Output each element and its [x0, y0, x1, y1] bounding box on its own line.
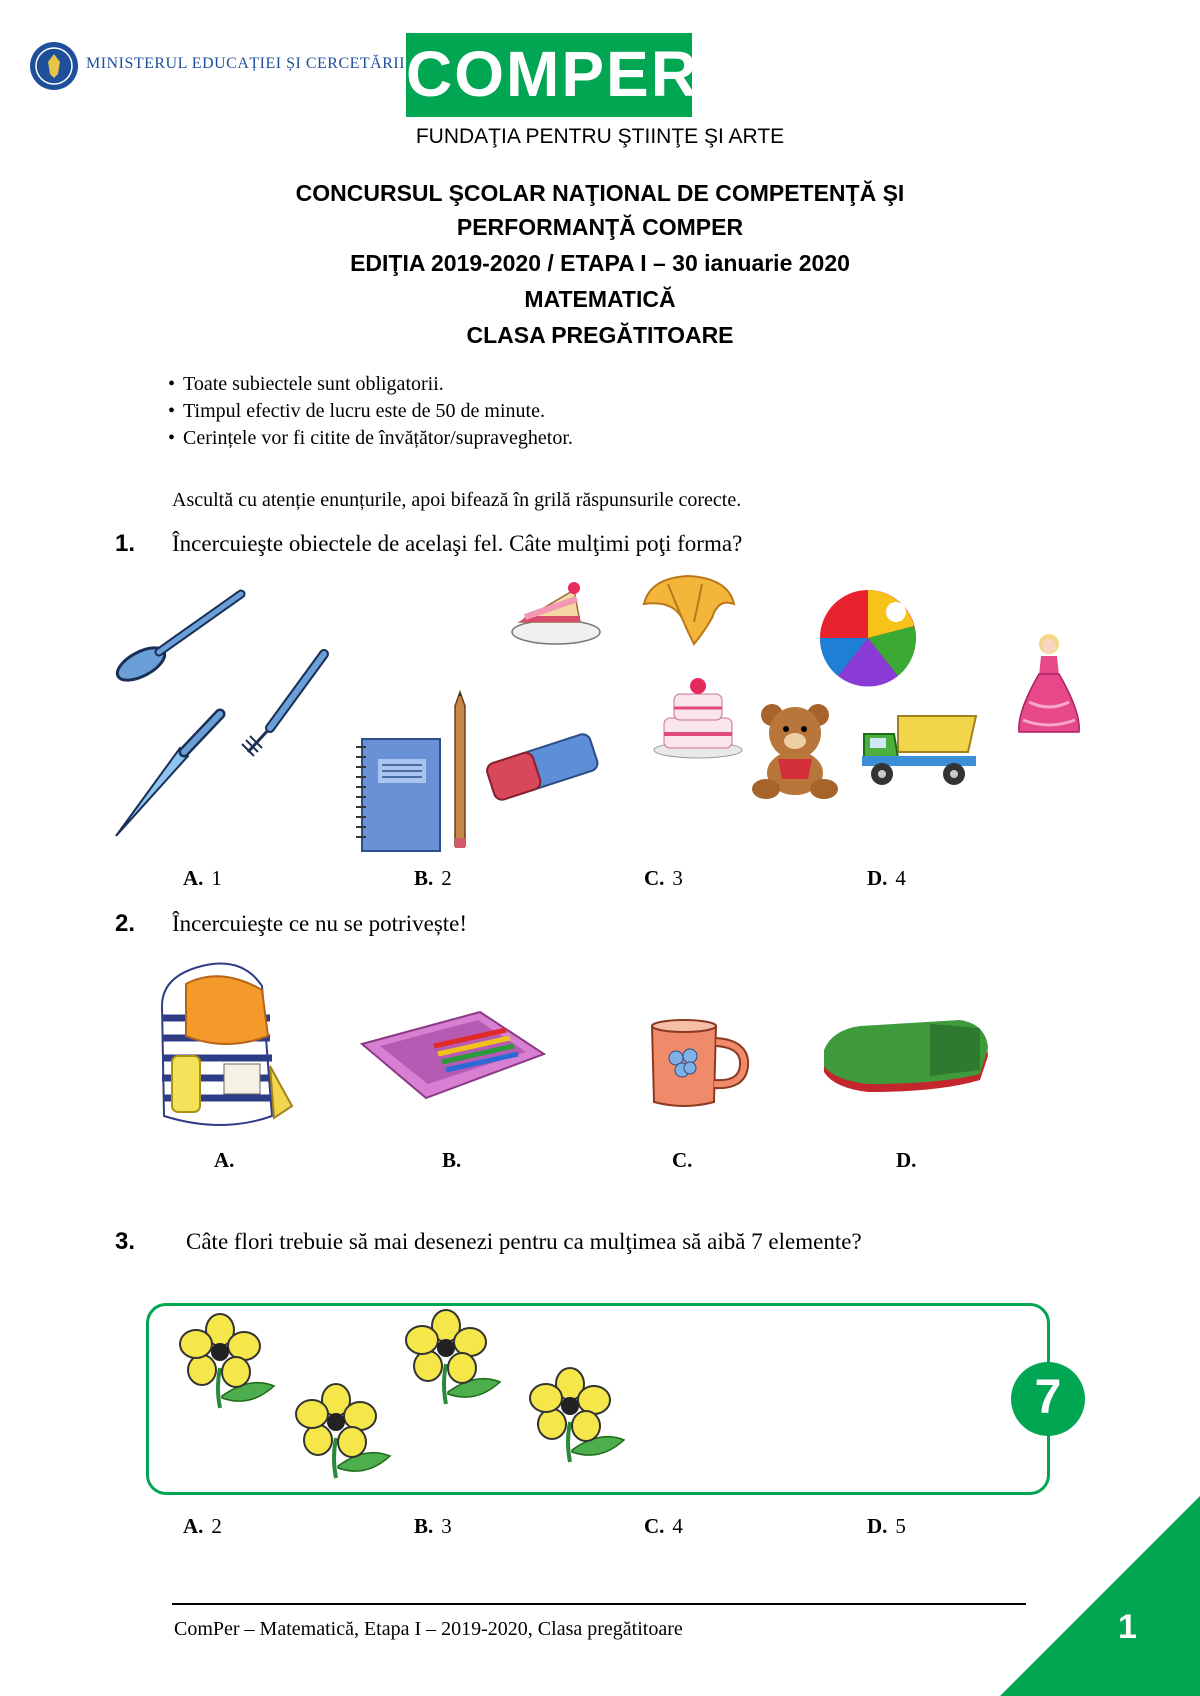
question-3-option-c[interactable]: C. 4 [644, 1514, 683, 1538]
page-number: 1 [1118, 1608, 1137, 1646]
instruction: Ascultă cu atenție enunțurile, apoi bifează în grilă răspunsurile corecte. [172, 489, 742, 511]
target-count-badge: 7 [1011, 1362, 1085, 1436]
backpack-image [142, 956, 302, 1138]
green-case-image [820, 1020, 992, 1096]
question-2-number: 2. [115, 910, 136, 937]
ministry-seal-icon [28, 40, 80, 92]
flower-icon [180, 1312, 276, 1412]
question-2-text: Încercuieşte ce nu se potrivește! [172, 911, 468, 936]
question-1-text: Încercuieşte obiectele de acelaşi fel. Câte mulţimi poţi forma? [172, 531, 743, 556]
question-3-option-a[interactable]: A. 2 [183, 1514, 222, 1538]
teddy-bear-image [752, 703, 838, 801]
flower-icon [530, 1366, 626, 1466]
rules-list [168, 371, 573, 452]
doll-image [1013, 632, 1085, 736]
question-2-option-d[interactable]: D. [896, 1148, 917, 1172]
rule-item: • Toate subiectele sunt obligatorii. [168, 371, 573, 398]
ministry-name: MINISTERUL EDUCAȚIEI ȘI CERCETĂRII [86, 55, 406, 72]
edition-line: EDIŢIA 2019-2020 / ETAPA I – 30 ianuarie 2020 [350, 250, 850, 276]
question-1-option-a[interactable]: A. 1 [183, 866, 222, 890]
pencil-image [452, 692, 468, 852]
footer-rule [172, 1603, 1026, 1605]
flower-icon [406, 1308, 502, 1408]
foundation-name: FUNDAŢIA PENTRU ŞTIINŢE ŞI ARTE [415, 125, 785, 148]
ministry-logo [28, 40, 406, 92]
question-3-option-b[interactable]: B. 3 [414, 1514, 452, 1538]
eraser-image [482, 726, 602, 806]
question-3-number: 3. [115, 1228, 136, 1255]
rule-item: • Cerințele vor fi citite de învățător/supraveghetor. [168, 425, 573, 452]
question-1-number: 1. [115, 530, 136, 557]
notebook-image [352, 737, 442, 855]
comper-logo [406, 33, 699, 117]
birthday-cake-image [652, 672, 744, 760]
toy-truck-image [858, 712, 982, 790]
question-3-option-d[interactable]: D. 5 [867, 1514, 906, 1538]
rule-item: • Timpul efectiv de lucru este de 50 de minute. [168, 398, 573, 425]
fork-image [240, 648, 330, 758]
question-2-option-c[interactable]: C. [672, 1148, 693, 1172]
question-1-option-d[interactable]: D. 4 [867, 866, 906, 890]
subject-line: MATEMATICĂ [524, 286, 676, 312]
spoon-image [115, 590, 245, 690]
contest-title-line-2: PERFORMANŢĂ COMPER [456, 214, 744, 240]
knife-image [114, 712, 234, 842]
flower-icon [296, 1382, 392, 1482]
footer-text: ComPer – Matematică, Etapa I – 2019-2020, Clasa pregătitoare [174, 1618, 683, 1640]
ball-image [818, 588, 918, 688]
cake-slice-image [508, 576, 603, 648]
question-2-option-a[interactable]: A. [214, 1148, 235, 1172]
question-3-text: Câte flori trebuie să mai desenezi pentru ca mulţimea să aibă 7 elemente? [186, 1229, 862, 1254]
class-line: CLASA PREGĂTITOARE [466, 322, 734, 348]
contest-title-line-1: CONCURSUL ŞCOLAR NAŢIONAL DE COMPETENŢĂ ŞI [295, 180, 905, 206]
mug-image [646, 1018, 752, 1110]
question-1-option-c[interactable]: C. 3 [644, 866, 683, 890]
comper-logo-text: COMPER [406, 38, 699, 110]
page-corner-triangle [1000, 1496, 1200, 1696]
question-1-option-b[interactable]: B. 2 [414, 866, 452, 890]
croissant-image [638, 574, 738, 652]
pencil-case-image [360, 1010, 546, 1100]
question-2-option-b[interactable]: B. [442, 1148, 462, 1172]
